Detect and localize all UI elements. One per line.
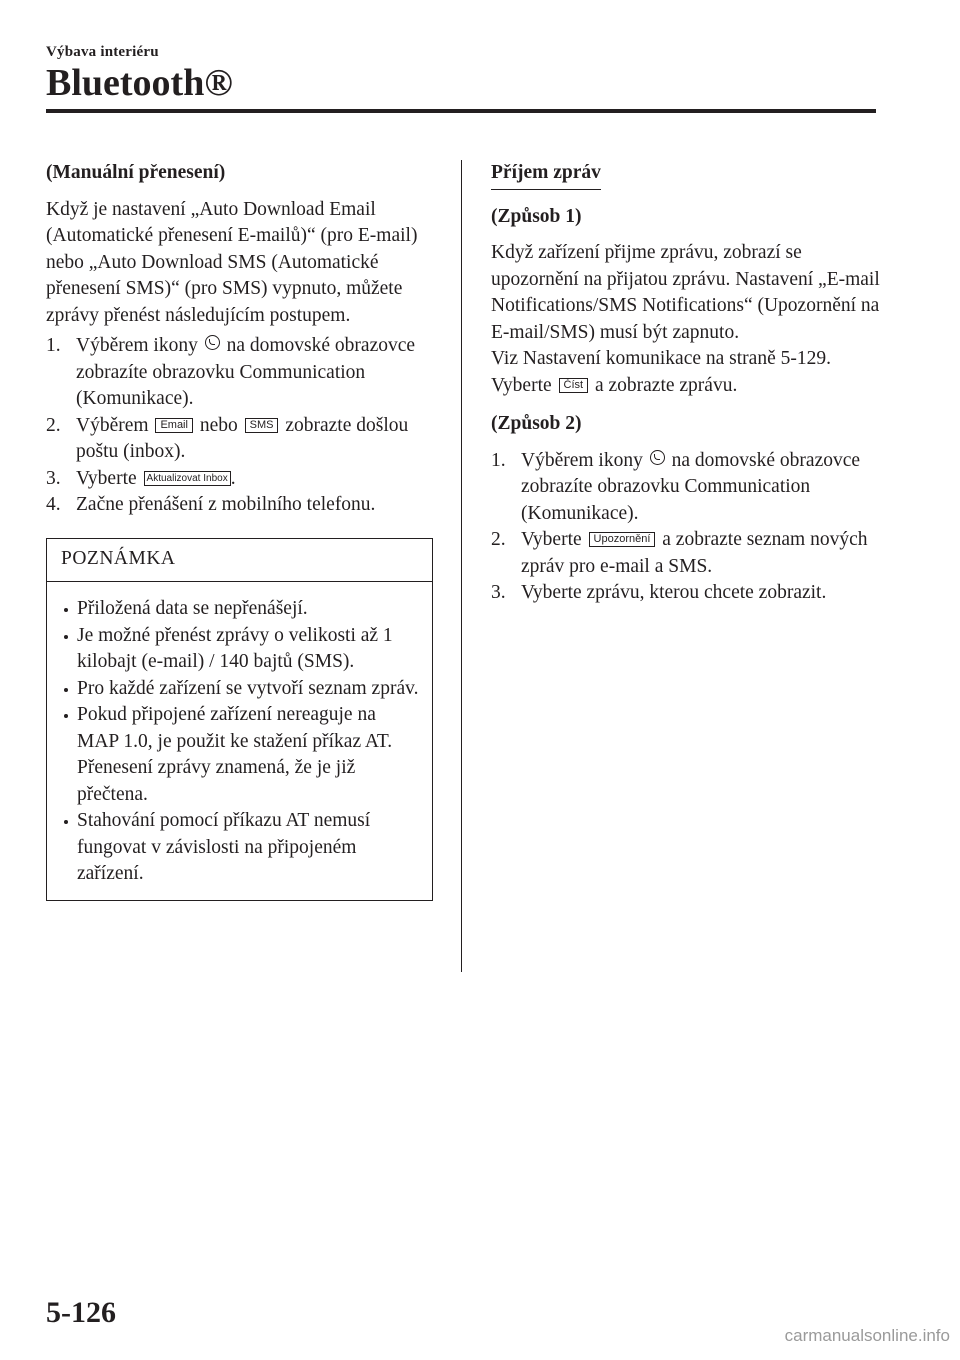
step-number: 4.: [46, 494, 61, 515]
note-item: Pro každé zařízení se vytvoří seznam zpráv.: [61, 676, 420, 703]
step-number: 2.: [46, 414, 61, 436]
step-number: 1.: [46, 335, 61, 356]
note-item: Je možné přenést zprávy o velikosti až 1 kilobajt (e-mail) / 140 bajtů (SMS).: [61, 623, 420, 676]
step-text: Vyberte zprávu, kterou chcete zobrazit.: [521, 582, 827, 603]
manual-transfer-intro: Když je nastavení „Auto Download Email (Automatické přenesení E-mailů)“ (pro E-mail) nebo „Auto Download SMS (Automatické přenesení SMS)“ (pro SMS) vypnuto, můžete zprávy přenést následujícím postupem.: [46, 198, 418, 326]
step-number: 3.: [491, 582, 506, 603]
step-text: na domovské obrazovce zobrazíte obrazovku Communication (Komunikace).: [521, 449, 861, 524]
step-text: Vyberte: [76, 467, 137, 489]
method-1-reference: Viz Nastavení komunikace na straně 5-129.: [491, 348, 831, 369]
step-text: a zobrazte seznam nových zpráv pro e-mail a SMS.: [521, 529, 868, 577]
step-2: [491, 527, 891, 580]
step-text: nebo: [199, 414, 238, 436]
watermark: carmanualsonline.info: [784, 1326, 950, 1345]
sms-button[interactable]: SMS: [245, 418, 279, 433]
step-text: Vyberte: [521, 529, 582, 550]
step-text: Výběrem: [76, 414, 149, 436]
section-label: Výbava interiéru: [46, 44, 159, 60]
phone-icon[interactable]: [205, 335, 220, 350]
method-2-steps: [491, 448, 891, 607]
note-box: [46, 538, 433, 901]
note-list: [47, 582, 432, 900]
step-text: zobrazte došlou poštu (inbox).: [76, 414, 409, 462]
right-column: [491, 160, 891, 607]
step-3: [46, 466, 438, 493]
phone-icon[interactable]: [650, 450, 665, 465]
step-1: [46, 333, 438, 413]
step-text: Začne přenášení z mobilního telefonu.: [76, 494, 376, 515]
note-title: POZNÁMKA: [47, 539, 432, 583]
manual-transfer-heading: (Manuální přenesení): [46, 162, 226, 183]
step-3: [491, 580, 891, 607]
method-1-heading: (Způsob 1): [491, 205, 582, 227]
step-number: 3.: [46, 467, 61, 489]
step-text: Výběrem ikony: [76, 335, 198, 356]
note-item: Přiložená data se nepřenášejí.: [61, 596, 420, 623]
step-number: 1.: [491, 449, 506, 471]
method-1-select: [491, 373, 891, 400]
update-inbox-button[interactable]: Aktualizovat Inbox: [144, 471, 231, 486]
column-divider: [461, 160, 462, 972]
page-title: Bluetooth®: [46, 62, 233, 104]
page-number: 5-126: [46, 1296, 116, 1329]
select-text: a zobrazte zprávu.: [594, 374, 738, 396]
step-number: 2.: [491, 529, 506, 550]
title-rule: [46, 109, 876, 113]
read-button[interactable]: Číst: [559, 378, 589, 393]
step-text: na domovské obrazovce zobrazíte obrazovku Communication (Komunikace).: [76, 335, 416, 409]
manual-transfer-steps: [46, 333, 438, 519]
step-text: Výběrem ikony: [521, 449, 643, 471]
email-button[interactable]: Email: [155, 418, 193, 433]
left-column: [46, 160, 438, 901]
step-4: [46, 492, 438, 519]
step-1: [491, 448, 891, 528]
step-text: .: [230, 467, 236, 489]
note-item: Stahování pomocí příkazu AT nemusí fungovat v závislosti na připojeném zařízení.: [61, 808, 420, 888]
note-item: Pokud připojené zařízení nereaguje na MAP 1.0, je použit ke stažení příkaz AT. Přenesení zprávy znamená, že je již přečtena.: [61, 702, 420, 808]
notifications-button[interactable]: Upozornění: [589, 532, 656, 547]
method-1-text: Když zařízení přijme zprávu, zobrazí se upozornění na přijatou zprávu. Nastavení „E-mail Notifications/SMS Notifications“ (Upozornění na E-mail/SMS) musí být zapnuto.: [491, 242, 880, 343]
step-2: [46, 413, 438, 466]
receive-messages-heading: Příjem zpráv: [491, 160, 601, 190]
select-text: Vyberte: [491, 374, 552, 396]
method-2-heading: (Způsob 2): [491, 413, 582, 434]
